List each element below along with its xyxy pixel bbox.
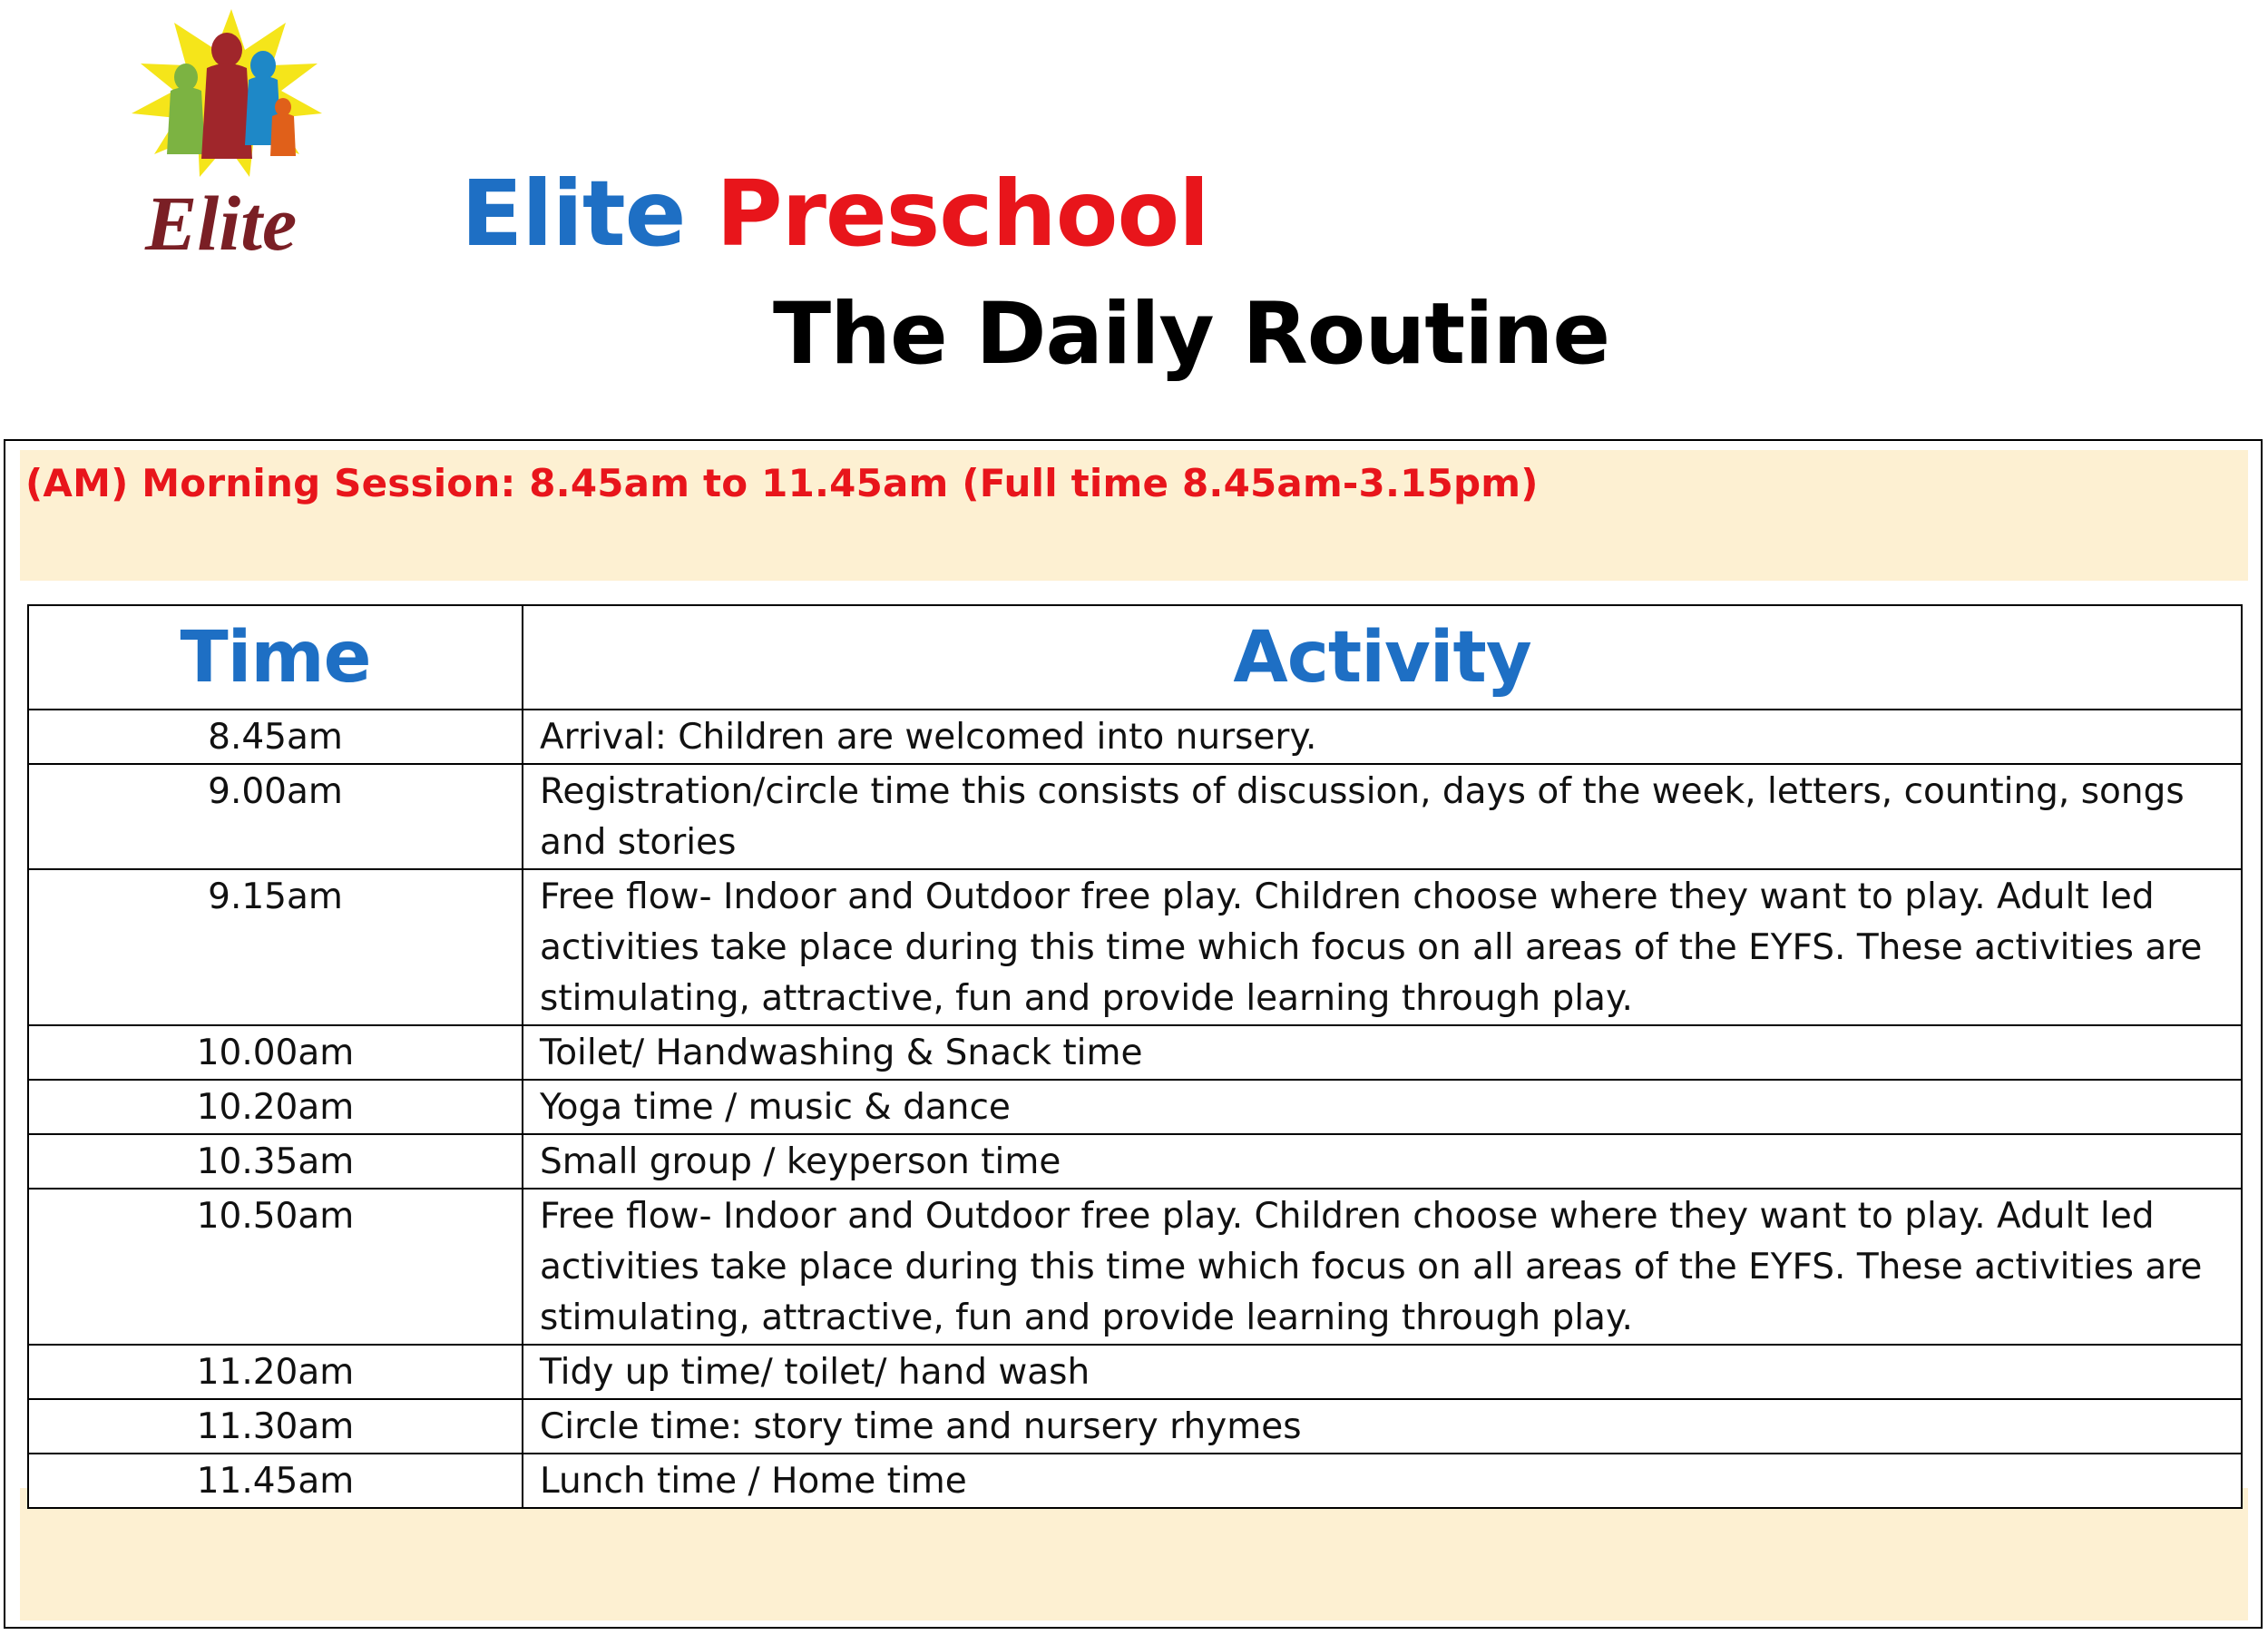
activity-cell: Lunch time / Home time <box>523 1454 2242 1508</box>
activity-cell: Tidy up time/ toilet/ hand wash <box>523 1345 2242 1399</box>
time-cell: 10.00am <box>28 1025 523 1080</box>
time-cell: 10.20am <box>28 1080 523 1134</box>
routine-table-body <box>28 710 2242 1508</box>
table-row <box>28 1454 2242 1508</box>
table-header-row <box>28 605 2242 710</box>
time-cell: 11.45am <box>28 1454 523 1508</box>
table-row <box>28 1025 2242 1080</box>
table-row <box>28 1399 2242 1454</box>
table-row <box>28 1134 2242 1189</box>
time-cell: 11.30am <box>28 1399 523 1454</box>
activity-cell: Circle time: story time and nursery rhymes <box>523 1399 2242 1454</box>
activity-cell: Toilet/ Handwashing & Snack time <box>523 1025 2242 1080</box>
time-cell: 9.15am <box>28 869 523 1025</box>
svg-text:Elite: Elite <box>145 180 298 263</box>
activity-cell: Free flow- Indoor and Outdoor free play. Children choose where they want to play. Adult led activities take place during this time which focus on all areas of the EYFS. These activities are stimulating, attractive, fun and provide learning through play. <box>523 1189 2242 1345</box>
logo-script-text <box>144 180 297 263</box>
activity-cell: Arrival: Children are welcomed into nursery. <box>523 710 2242 764</box>
time-column-header: Time <box>28 605 523 710</box>
school-name <box>461 161 1209 267</box>
activity-cell: Registration/circle time this consists of discussion, days of the week, letters, counting, songs and stories <box>523 764 2242 869</box>
activity-cell: Small group / keyperson time <box>523 1134 2242 1189</box>
activity-cell: Yoga time / music & dance <box>523 1080 2242 1134</box>
routine-table <box>27 604 2243 1509</box>
time-cell: 10.50am <box>28 1189 523 1345</box>
session-label: (AM) Morning Session: 8.45am to 11.45am (Full time 8.45am-3.15pm) <box>25 461 1539 505</box>
activity-cell: Free flow- Indoor and Outdoor free play. Children choose where they want to play. Adult led activities take place during this time which focus on all areas of the EYFS. These activities are stimulating, attractive, fun and provide learning through play. <box>523 869 2242 1025</box>
time-cell: 9.00am <box>28 764 523 869</box>
time-cell: 8.45am <box>28 710 523 764</box>
table-row <box>28 1189 2242 1345</box>
time-cell: 11.20am <box>28 1345 523 1399</box>
school-name-word2: Preschool <box>716 161 1209 267</box>
elite-logo <box>91 0 372 263</box>
page-title: The Daily Routine <box>773 285 1610 384</box>
table-row <box>28 710 2242 764</box>
table-row <box>28 1345 2242 1399</box>
school-name-word1: Elite <box>461 161 686 267</box>
table-row <box>28 1080 2242 1134</box>
time-cell: 10.35am <box>28 1134 523 1189</box>
table-row <box>28 869 2242 1025</box>
elite-logo-graphic <box>91 0 372 263</box>
table-row <box>28 764 2242 869</box>
activity-column-header: Activity <box>523 605 2242 710</box>
